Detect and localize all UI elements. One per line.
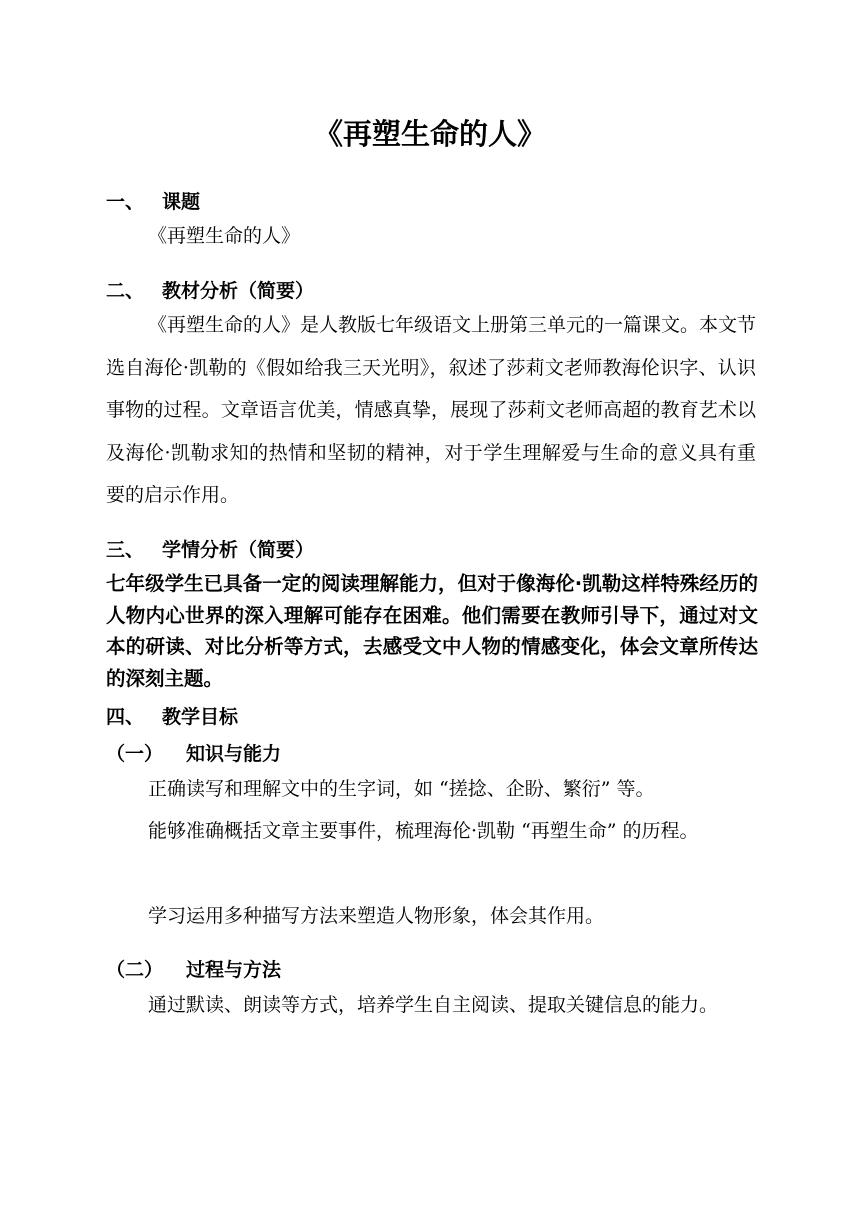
subsection-heading-knowledge — [106, 739, 281, 766]
section-number: 三、 — [106, 539, 145, 561]
section-heading-teaching-goals — [106, 702, 238, 729]
section-title: 教材分析（简要） — [162, 280, 315, 302]
section-number: 二、 — [106, 280, 145, 302]
topic-text: 《再塑生命的人》 — [148, 225, 301, 247]
goal-item: 学习运用多种描写方法来塑造人物形象，体会其作用。 — [148, 905, 605, 927]
subsection-title: 过程与方法 — [186, 959, 282, 981]
goal-item: 正确读写和理解文中的生字词，如 “搓捻、企盼、繁衍” 等。 — [148, 778, 655, 800]
goal-item: 通过默读、朗读等方式，培养学生自主阅读、提取关键信息的能力。 — [148, 994, 719, 1016]
subsection-title: 知识与能力 — [186, 743, 282, 765]
section-number: 一、 — [106, 191, 145, 213]
subsection-heading-process — [106, 955, 281, 982]
section-heading-learner-analysis — [106, 535, 314, 562]
section-number: 四、 — [106, 706, 145, 728]
section-heading-topic — [106, 187, 200, 214]
document-title: 《再塑生命的人》 — [313, 117, 546, 151]
section-heading-material-analysis — [106, 276, 314, 303]
goal-item: 能够准确概括文章主要事件，梳理海伦·凯勒 “再塑生命” 的历程。 — [148, 820, 699, 842]
learner-analysis-paragraph: 七年级学生已具备一定的阅读理解能力，但对于像海伦·凯勒这样特殊经历的人物内心世界的深入理解可能存在困难。他们需要在教师引导下，通过对文本的研读、对比分析等方式，去感受文中人物的情感变化，体会文章所传达的深刻主题。 — [106, 572, 758, 690]
section-title: 学情分析（简要） — [162, 539, 315, 561]
subsection-number: （二） — [106, 959, 164, 981]
section-title: 课题 — [162, 191, 201, 213]
section-title: 教学目标 — [162, 706, 239, 728]
material-analysis-paragraph: 《再塑生命的人》是人教版七年级语文上册第三单元的一篇课文。本文节选自海伦·凯勒的《假如给我三天光明》，叙述了莎莉文老师教海伦识字、认识事物的过程。文章语言优美，情感真挚，展现了莎莉文老师高超的教育艺术以及海伦·凯勒求知的热情和坚韧的精神，对于学生理解爱与生命的意义具有重要的启示作用。 — [106, 314, 757, 506]
subsection-number: （一） — [106, 743, 164, 765]
